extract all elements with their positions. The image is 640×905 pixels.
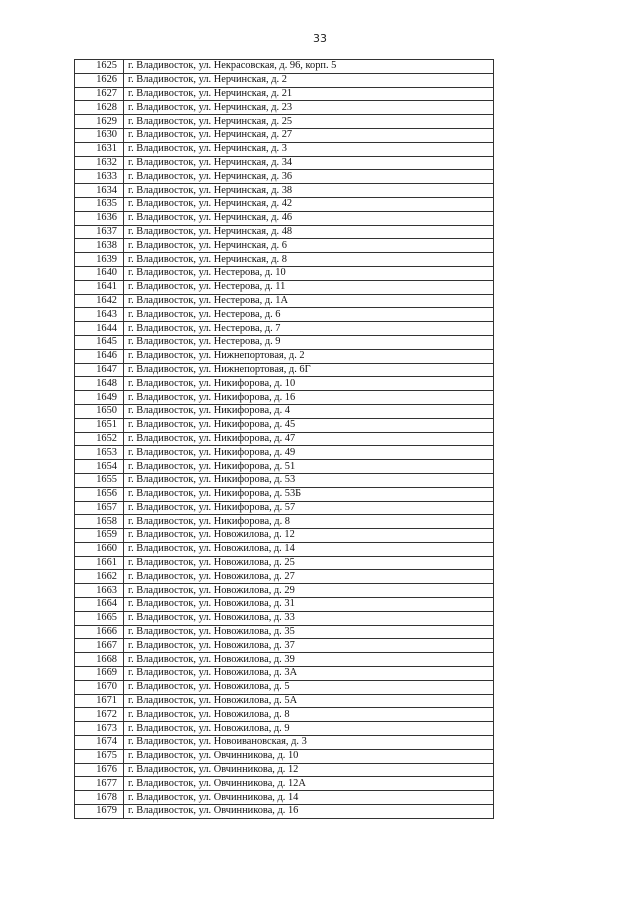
row-number: 1668 (75, 653, 124, 667)
row-address: г. Владивосток, ул. Нерчинская, д. 8 (124, 253, 494, 267)
row-address: г. Владивосток, ул. Никифорова, д. 57 (124, 501, 494, 515)
table-row (75, 529, 494, 543)
table-row (75, 211, 494, 225)
row-address: г. Владивосток, ул. Нерчинская, д. 25 (124, 115, 494, 129)
address-table-body (75, 60, 494, 819)
row-address: г. Владивосток, ул. Нерчинская, д. 46 (124, 211, 494, 225)
row-address: г. Владивосток, ул. Новоивановская, д. 3 (124, 736, 494, 750)
table-row (75, 349, 494, 363)
row-address: г. Владивосток, ул. Новожилова, д. 3А (124, 667, 494, 681)
row-number: 1663 (75, 584, 124, 598)
row-address: г. Владивосток, ул. Новожилова, д. 37 (124, 639, 494, 653)
table-row (75, 515, 494, 529)
row-number: 1660 (75, 542, 124, 556)
table-row (75, 680, 494, 694)
row-number: 1644 (75, 322, 124, 336)
table-row (75, 142, 494, 156)
row-address: г. Владивосток, ул. Никифорова, д. 51 (124, 460, 494, 474)
row-number: 1653 (75, 446, 124, 460)
row-number: 1652 (75, 432, 124, 446)
row-number: 1671 (75, 694, 124, 708)
row-address: г. Владивосток, ул. Новожилова, д. 27 (124, 570, 494, 584)
table-row (75, 749, 494, 763)
table-row (75, 736, 494, 750)
row-number: 1635 (75, 197, 124, 211)
row-number: 1633 (75, 170, 124, 184)
row-address: г. Владивосток, ул. Нерчинская, д. 38 (124, 184, 494, 198)
table-row (75, 708, 494, 722)
table-row (75, 115, 494, 129)
table-row (75, 60, 494, 74)
row-address: г. Владивосток, ул. Овчинникова, д. 16 (124, 805, 494, 819)
table-row (75, 501, 494, 515)
table-row (75, 391, 494, 405)
table-row (75, 446, 494, 460)
row-address: г. Владивосток, ул. Новожилова, д. 5 (124, 680, 494, 694)
row-number: 1666 (75, 625, 124, 639)
row-number: 1678 (75, 791, 124, 805)
row-address: г. Владивосток, ул. Новожилова, д. 33 (124, 611, 494, 625)
table-row (75, 73, 494, 87)
table-row (75, 322, 494, 336)
row-address: г. Владивосток, ул. Никифорова, д. 10 (124, 377, 494, 391)
row-number: 1679 (75, 805, 124, 819)
row-address: г. Владивосток, ул. Нерчинская, д. 48 (124, 225, 494, 239)
row-number: 1628 (75, 101, 124, 115)
row-number: 1634 (75, 184, 124, 198)
row-address: г. Владивосток, ул. Новожилова, д. 5А (124, 694, 494, 708)
table-row (75, 722, 494, 736)
row-address: г. Владивосток, ул. Никифорова, д. 4 (124, 404, 494, 418)
table-row (75, 335, 494, 349)
row-number: 1631 (75, 142, 124, 156)
table-row (75, 556, 494, 570)
row-address: г. Владивосток, ул. Нестерова, д. 11 (124, 280, 494, 294)
table-row (75, 611, 494, 625)
table-row (75, 432, 494, 446)
table-row (75, 694, 494, 708)
table-row (75, 253, 494, 267)
row-address: г. Владивосток, ул. Никифорова, д. 53 (124, 473, 494, 487)
row-address: г. Владивосток, ул. Никифорова, д. 16 (124, 391, 494, 405)
row-address: г. Владивосток, ул. Никифорова, д. 45 (124, 418, 494, 432)
table-row (75, 598, 494, 612)
row-address: г. Владивосток, ул. Нижнепортовая, д. 6Г (124, 363, 494, 377)
table-row (75, 377, 494, 391)
row-number: 1632 (75, 156, 124, 170)
row-number: 1648 (75, 377, 124, 391)
table-row (75, 128, 494, 142)
row-address: г. Владивосток, ул. Нестерова, д. 1А (124, 294, 494, 308)
row-number: 1661 (75, 556, 124, 570)
row-address: г. Владивосток, ул. Нерчинская, д. 2 (124, 73, 494, 87)
table-row (75, 584, 494, 598)
row-number: 1672 (75, 708, 124, 722)
table-row (75, 308, 494, 322)
row-address: г. Владивосток, ул. Новожилова, д. 8 (124, 708, 494, 722)
row-number: 1656 (75, 487, 124, 501)
row-number: 1636 (75, 211, 124, 225)
row-number: 1629 (75, 115, 124, 129)
row-number: 1673 (75, 722, 124, 736)
table-row (75, 805, 494, 819)
table-row (75, 87, 494, 101)
row-address: г. Владивосток, ул. Никифорова, д. 47 (124, 432, 494, 446)
row-number: 1640 (75, 266, 124, 280)
row-number: 1642 (75, 294, 124, 308)
row-number: 1650 (75, 404, 124, 418)
row-number: 1641 (75, 280, 124, 294)
table-row (75, 791, 494, 805)
row-address: г. Владивосток, ул. Нерчинская, д. 21 (124, 87, 494, 101)
row-address: г. Владивосток, ул. Новожилова, д. 39 (124, 653, 494, 667)
row-number: 1646 (75, 349, 124, 363)
row-number: 1651 (75, 418, 124, 432)
row-address: г. Владивосток, ул. Нерчинская, д. 36 (124, 170, 494, 184)
row-address: г. Владивосток, ул. Нерчинская, д. 23 (124, 101, 494, 115)
row-number: 1670 (75, 680, 124, 694)
row-address: г. Владивосток, ул. Нерчинская, д. 6 (124, 239, 494, 253)
table-row (75, 570, 494, 584)
row-number: 1675 (75, 749, 124, 763)
row-number: 1638 (75, 239, 124, 253)
row-address: г. Владивосток, ул. Нерчинская, д. 34 (124, 156, 494, 170)
row-address: г. Владивосток, ул. Овчинникова, д. 14 (124, 791, 494, 805)
row-number: 1626 (75, 73, 124, 87)
row-address: г. Владивосток, ул. Нестерова, д. 9 (124, 335, 494, 349)
row-address: г. Владивосток, ул. Новожилова, д. 14 (124, 542, 494, 556)
row-number: 1643 (75, 308, 124, 322)
row-number: 1665 (75, 611, 124, 625)
row-number: 1662 (75, 570, 124, 584)
row-number: 1647 (75, 363, 124, 377)
row-address: г. Владивосток, ул. Нестерова, д. 7 (124, 322, 494, 336)
row-address: г. Владивосток, ул. Нерчинская, д. 42 (124, 197, 494, 211)
table-row (75, 639, 494, 653)
row-number: 1674 (75, 736, 124, 750)
row-address: г. Владивосток, ул. Новожилова, д. 35 (124, 625, 494, 639)
row-number: 1676 (75, 763, 124, 777)
row-number: 1664 (75, 598, 124, 612)
row-address: г. Владивосток, ул. Нестерова, д. 10 (124, 266, 494, 280)
table-row (75, 653, 494, 667)
table-row (75, 404, 494, 418)
row-address: г. Владивосток, ул. Нижнепортовая, д. 2 (124, 349, 494, 363)
row-address: г. Владивосток, ул. Никифорова, д. 49 (124, 446, 494, 460)
table-row (75, 777, 494, 791)
table-row (75, 667, 494, 681)
table-row (75, 280, 494, 294)
table-row (75, 101, 494, 115)
table-row (75, 156, 494, 170)
row-number: 1654 (75, 460, 124, 474)
row-address: г. Владивосток, ул. Некрасовская, д. 96, корп. 5 (124, 60, 494, 74)
page-number: 33 (313, 32, 327, 45)
table-row (75, 239, 494, 253)
row-address: г. Владивосток, ул. Нерчинская, д. 3 (124, 142, 494, 156)
row-number: 1667 (75, 639, 124, 653)
row-address: г. Владивосток, ул. Овчинникова, д. 12 (124, 763, 494, 777)
row-number: 1649 (75, 391, 124, 405)
table-row (75, 170, 494, 184)
table-row (75, 487, 494, 501)
table-row (75, 294, 494, 308)
row-address: г. Владивосток, ул. Никифорова, д. 53Б (124, 487, 494, 501)
row-number: 1637 (75, 225, 124, 239)
row-number: 1657 (75, 501, 124, 515)
row-number: 1630 (75, 128, 124, 142)
row-address: г. Владивосток, ул. Новожилова, д. 12 (124, 529, 494, 543)
row-address: г. Владивосток, ул. Нерчинская, д. 27 (124, 128, 494, 142)
table-row (75, 460, 494, 474)
table-row (75, 625, 494, 639)
row-number: 1659 (75, 529, 124, 543)
row-number: 1669 (75, 667, 124, 681)
table-row (75, 473, 494, 487)
table-row (75, 763, 494, 777)
row-address: г. Владивосток, ул. Новожилова, д. 31 (124, 598, 494, 612)
row-address: г. Владивосток, ул. Новожилова, д. 29 (124, 584, 494, 598)
row-address: г. Владивосток, ул. Никифорова, д. 8 (124, 515, 494, 529)
row-number: 1645 (75, 335, 124, 349)
table-row (75, 266, 494, 280)
row-number: 1655 (75, 473, 124, 487)
row-address: г. Владивосток, ул. Новожилова, д. 9 (124, 722, 494, 736)
row-number: 1627 (75, 87, 124, 101)
table-row (75, 418, 494, 432)
row-address: г. Владивосток, ул. Овчинникова, д. 10 (124, 749, 494, 763)
table-row (75, 225, 494, 239)
row-number: 1625 (75, 60, 124, 74)
row-address: г. Владивосток, ул. Нестерова, д. 6 (124, 308, 494, 322)
table-row (75, 197, 494, 211)
table-row (75, 184, 494, 198)
row-address: г. Владивосток, ул. Новожилова, д. 25 (124, 556, 494, 570)
row-address: г. Владивосток, ул. Овчинникова, д. 12А (124, 777, 494, 791)
address-table (74, 59, 494, 819)
table-row (75, 363, 494, 377)
row-number: 1677 (75, 777, 124, 791)
row-number: 1639 (75, 253, 124, 267)
table-row (75, 542, 494, 556)
row-number: 1658 (75, 515, 124, 529)
